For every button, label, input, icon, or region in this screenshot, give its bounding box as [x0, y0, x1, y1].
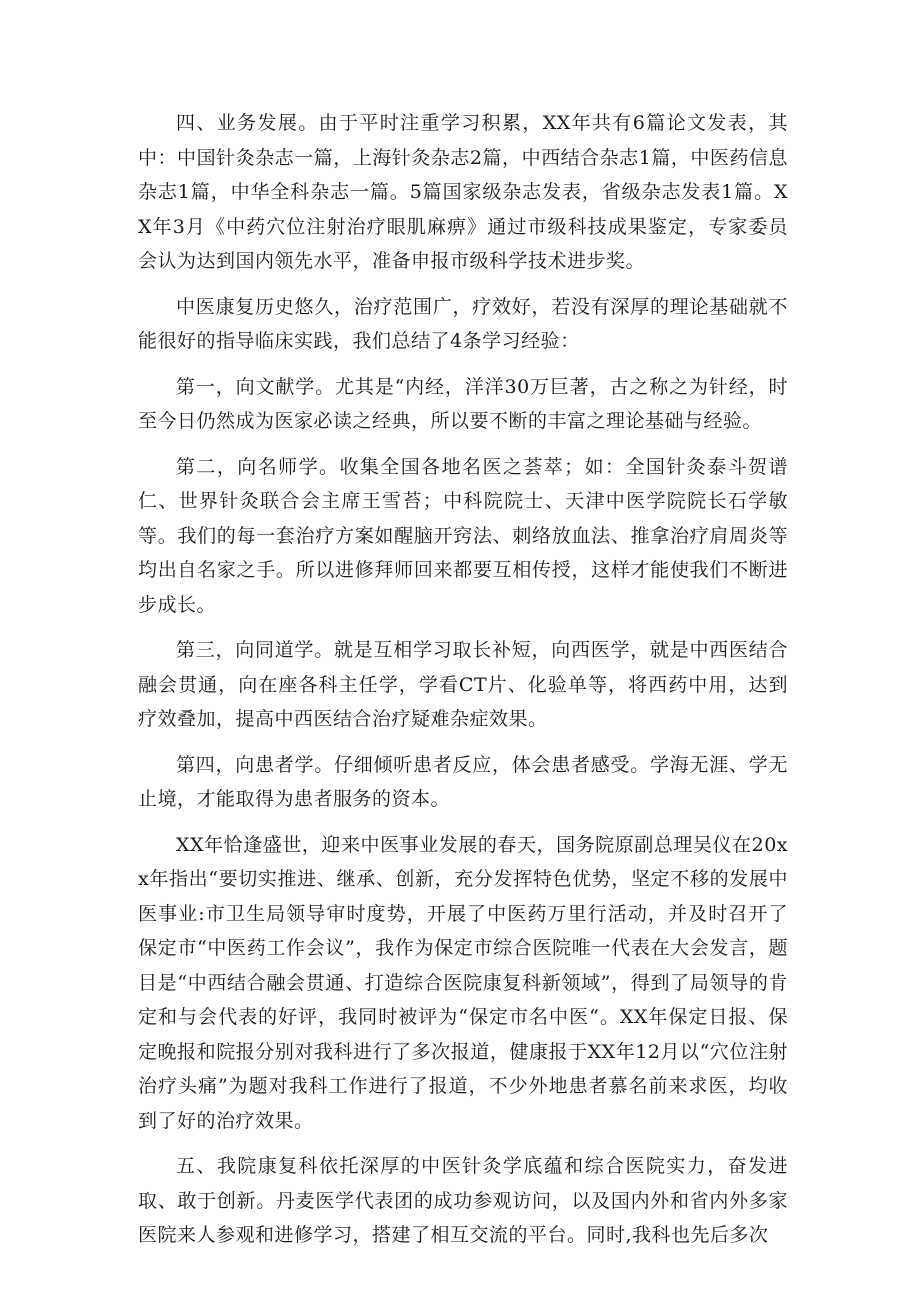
document-body [138, 106, 788, 1264]
paragraph-rehab-department: 五、我院康复科依托深厚的中医针灸学底蕴和综合医院实力，奋发进取、敢于创新。丹麦医学代表团的成功参观访问，以及国内外和省内外多家医院来人参观和进修学习，搭建了相互交流的平台。同时,我科也先后多次 [138, 1155, 788, 1246]
paragraph-business-development: 四、业务发展。由于平时注重学习积累，XX年共有6篇论文发表，其中：中国针灸杂志一篇，上海针灸杂志2篇，中西结合杂志1篇，中医药信息杂志1篇，中华全科杂志一篇。5篇国家级杂志发表，省级杂志发表1篇。XX年3月《中药穴位注射治疗眼肌麻痹》通过市级科技成果鉴定，专家委员会认为达到国内领先水平，准备申报市级科学技术进步奖。 [138, 112, 788, 272]
paragraph-learn-from-literature: 第一，向文献学。尤其是“内经，洋洋30万巨著，古之称之为针经，时至今日仍然成为医家必读之经典，所以要不断的丰富之理论基础与经验。 [138, 375, 788, 432]
paragraph-learn-from-peers: 第三，向同道学。就是互相学习取长补短，向西医学，就是中西医结合融会贯通，向在座各科主任学，学看CT片、化验单等，将西药中用，达到疗效叠加，提高中西医结合治疗疑难杂症效果。 [138, 639, 788, 730]
paragraph-tcm-spring: XX年恰逢盛世，迎来中医事业发展的春天，国务院原副总理吴仪在20xx年指出“要切实推进、继承、创新，充分发挥特色优势，坚定不移的发展中医事业:市卫生局领导审时度势，开展了中医药万里行活动，并及时召开了保定市“中医药工作会议”，我作为保定市综合医院唯一代表在大会发言，题目是“中西结合融会贯通、打造综合医院康复科新领域”，得到了局领导的肯定和与会代表的好评，我同时被评为“保定市名中医“。XX年保定日报、保定晚报和院报分别对我科进行了多次报道，健康报于XX年12月以“穴位注射治疗头痛”为题对我科工作进行了报道，不少外地患者慕名前来求医，均收到了好的治疗效果。 [138, 833, 788, 1132]
paragraph-rehab-history: 中医康复历史悠久，治疗范围广，疗效好，若没有深厚的理论基础就不能很好的指导临床实践，我们总结了4条学习经验： [138, 295, 788, 352]
paragraph-learn-from-patients: 第四，向患者学。仔细倾听患者反应，体会患者感受。学海无涯、学无止境，才能取得为患者服务的资本。 [138, 753, 788, 810]
paragraph-learn-from-masters: 第二，向名师学。收集全国各地名医之荟萃；如：全国针灸泰斗贺谱仁、世界针灸联合会主席王雪苔；中科院院士、天津中医学院院长石学敏等。我们的每一套治疗方案如醒脑开窍法、刺络放血法、推拿治疗肩周炎等均出自名家之手。所以进修拜师回来都要互相传授，这样才能使我们不断进步成长。 [138, 455, 788, 616]
